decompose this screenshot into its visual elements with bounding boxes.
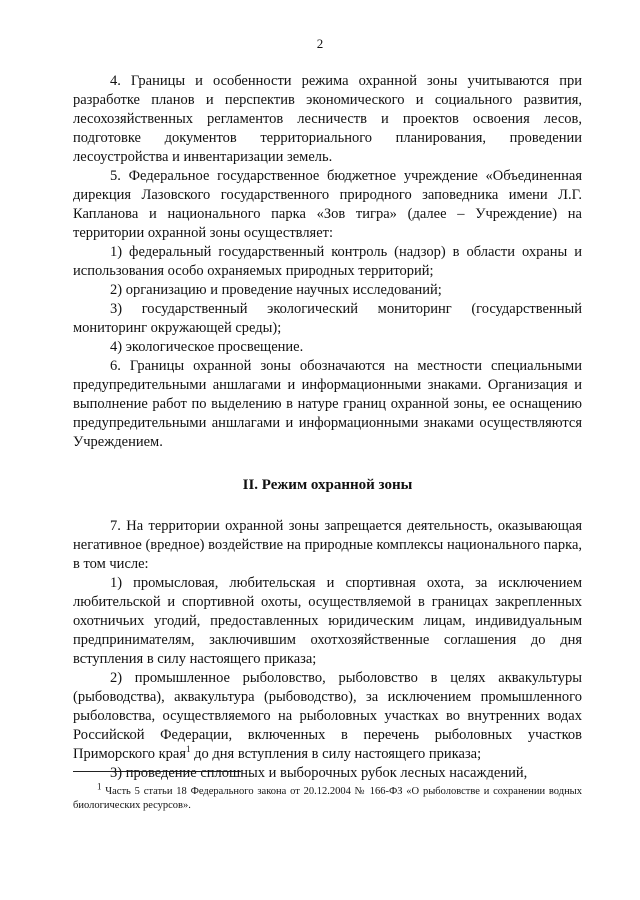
list-item-5-2: 2) организацию и проведение научных исследований; [110, 282, 442, 298]
footnote [73, 781, 582, 813]
list-item-7-1: 1) промысловая, любительская и спортивная охота, за исключением любительской и спортивной охоты, осуществляемой в границах закрепленных охотничьих угодий, предоставленных юридическим лицам, индивидуальным предпринимателям, заключившим охотхозяйственные соглашения до дня вступления в силу настоящего приказа; [73, 575, 582, 667]
list-item-5-3: 3) государственный экологический мониторинг (государственный мониторинг окружающей среды); [73, 301, 582, 336]
footnote-separator [73, 771, 241, 772]
list-item-7-3: 3) проведение сплошных и выборочных рубок лесных насаждений, [110, 765, 528, 781]
section-heading: II. Режим охранной зоны [242, 477, 413, 493]
document-body [73, 72, 582, 783]
footnote-mark: 1 [97, 781, 102, 792]
list-item-7-2-tail: до дня вступления в силу настоящего приказа; [190, 746, 482, 762]
list-item-5-4: 4) экологическое просвещение. [110, 339, 304, 355]
page-number: 2 [316, 36, 324, 51]
footnote-reference: 1 [186, 744, 191, 755]
list-item-7-2 [73, 669, 582, 764]
paragraph-4: 4. Границы и особенности режима охранной зоны учитываются при разработке планов и перспектив экономического и социального развития, лесохозяйственных регламентов лесничеств и проектов освоения лесов, подготовке документов территориального планирования, проведении лесоустройства и инвентаризации земель. [73, 73, 582, 165]
paragraph-7: 7. На территории охранной зоны запрещается деятельность, оказывающая негативное (вредное) воздействие на природные комплексы национального парка, в том числе: [73, 518, 582, 572]
footnote-text: Часть 5 статьи 18 Федерального закона от 20.12.2004 № 166-ФЗ «О рыболовстве и сохранении водных биологических ресурсов». [73, 786, 582, 811]
list-item-5-1: 1) федеральный государственный контроль (надзор) в области охраны и использования особо охраняемых природных территорий; [73, 244, 582, 279]
list-item-7-2-text: 2) промышленное рыболовство, рыболовство в целях аквакультуры (рыбоводства), аквакультура (рыбоводство), за исключением промышленного рыболовства, осуществляемого на рыболовных участках во внутренних водах Российской Федерации, включенных в перечень рыболовных участков Приморского края [73, 670, 582, 762]
paragraph-6: 6. Границы охранной зоны обозначаются на местности специальными предупредительными аншлагами и информационными знаками. Организация и выполнение работ по выделению в натуре границ охранной зоны, ее оснащению предупредительными аншлагами и информационными знаками осуществляются Учреждением. [73, 358, 582, 450]
paragraph-5: 5. Федеральное государственное бюджетное учреждение «Объединенная дирекция Лазовского государственного природного заповедника имени Л.Г. Капланова и национального парка «Зов тигра» (далее – Учреждение) на территории охранной зоны осуществляет: [73, 168, 582, 241]
